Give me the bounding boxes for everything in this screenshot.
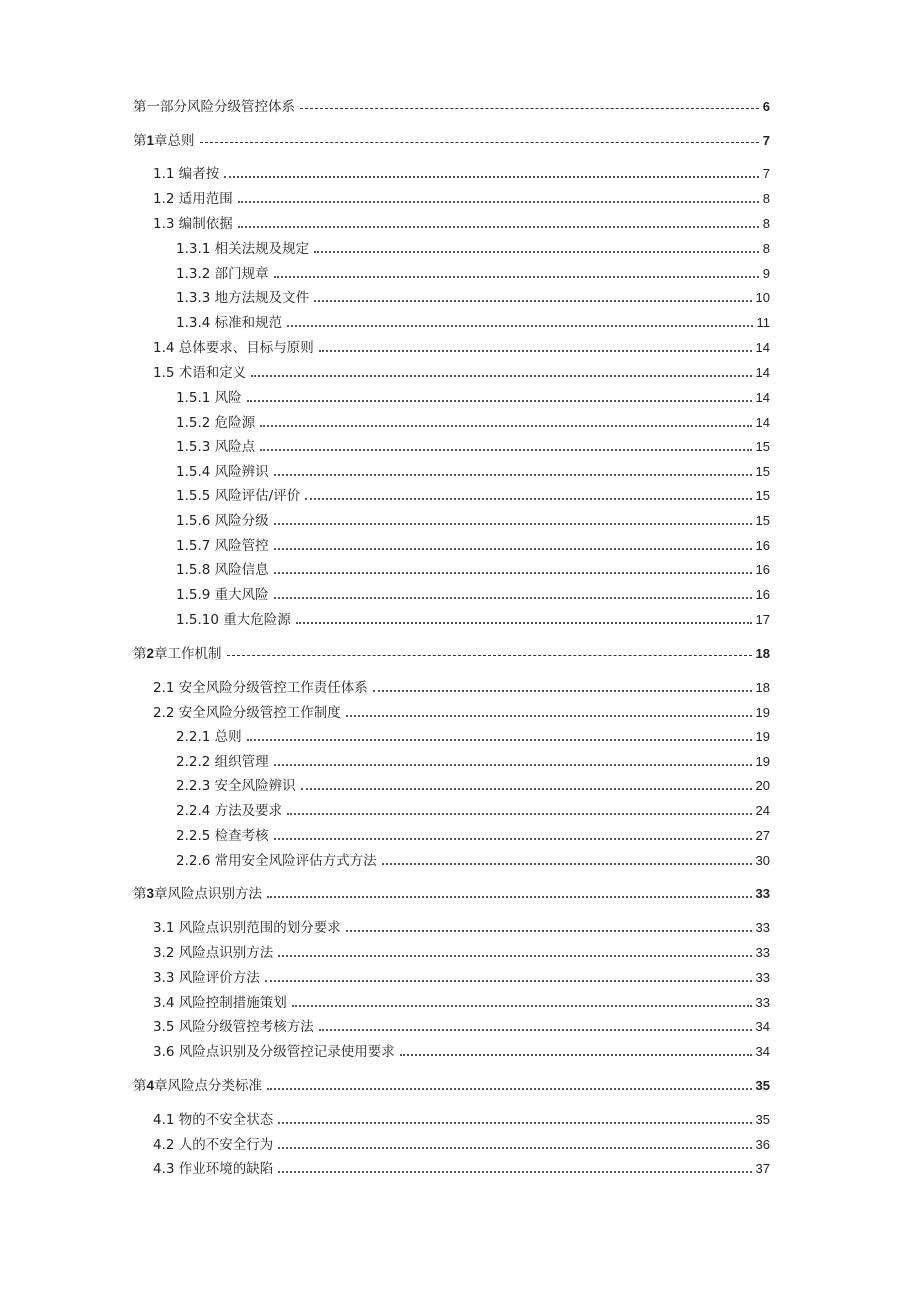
toc-entry-title: 1.5.2 危险源 bbox=[176, 415, 256, 431]
toc-entry-title: 1.3 编制依据 bbox=[153, 216, 233, 232]
toc-leader bbox=[260, 425, 751, 427]
toc-leader bbox=[200, 142, 759, 143]
toc-entry[interactable] bbox=[176, 560, 770, 580]
toc-entry[interactable] bbox=[176, 462, 770, 482]
toc-entry-title: 2.2.4 方法及要求 bbox=[176, 803, 283, 819]
toc-entry-title: 1.4 总体要求、目标与原则 bbox=[153, 340, 314, 356]
toc-page-number: 34 bbox=[755, 1019, 770, 1034]
toc-leader bbox=[274, 474, 752, 476]
toc-entry-title: 1.5.1 风险 bbox=[176, 390, 242, 406]
toc-entry-title: 第3章风险点识别方法 bbox=[133, 886, 263, 902]
toc-leader bbox=[292, 1005, 752, 1007]
toc-entry[interactable] bbox=[176, 801, 770, 821]
toc-page-number: 19 bbox=[755, 705, 770, 720]
toc-entry-title: 1.3.1 相关法规及规定 bbox=[176, 241, 310, 257]
toc-leader bbox=[267, 1088, 752, 1090]
toc-leader bbox=[247, 400, 752, 402]
toc-entry-title: 1.5.4 风险辨识 bbox=[176, 464, 269, 480]
toc-leader bbox=[301, 788, 752, 790]
toc-entry-title: 1.3.3 地方法规及文件 bbox=[176, 290, 310, 306]
toc-entry[interactable] bbox=[153, 943, 770, 963]
toc-page-number: 7 bbox=[762, 133, 770, 148]
toc-leader bbox=[319, 1029, 752, 1031]
toc-entry-title: 3.2 风险点识别方法 bbox=[153, 945, 274, 961]
toc-entry-title: 2.2.6 常用安全风险评估方式方法 bbox=[176, 853, 377, 869]
toc-page-number: 19 bbox=[755, 729, 770, 744]
toc-leader bbox=[274, 597, 752, 599]
toc-page-number: 8 bbox=[762, 191, 770, 206]
toc-entry-title: 4.3 作业环境的缺陷 bbox=[153, 1161, 274, 1177]
toc-page-number: 33 bbox=[755, 995, 770, 1010]
toc-entry[interactable] bbox=[176, 413, 770, 433]
toc-page-number: 37 bbox=[755, 1161, 770, 1176]
toc-page-number: 33 bbox=[755, 886, 770, 901]
toc-leader bbox=[287, 813, 751, 815]
toc-entry[interactable] bbox=[176, 610, 770, 630]
toc-entry-title: 3.6 风险点识别及分级管控记录使用要求 bbox=[153, 1044, 395, 1060]
toc-entry-title: 1.5.3 风险点 bbox=[176, 439, 256, 455]
toc-entry[interactable] bbox=[153, 189, 770, 209]
toc-entry-title: 2.1 安全风险分级管控工作责任体系 bbox=[153, 680, 368, 696]
toc-entry-title: 第一部分风险分级管控体系 bbox=[133, 99, 295, 115]
toc-leader bbox=[278, 1147, 751, 1149]
toc-page-number: 33 bbox=[755, 945, 770, 960]
toc-page-number: 10 bbox=[755, 290, 770, 305]
toc-page-number: 30 bbox=[755, 853, 770, 868]
toc-entry[interactable] bbox=[153, 164, 770, 184]
toc-entry-title: 1.5.8 风险信息 bbox=[176, 562, 269, 578]
toc-entry[interactable] bbox=[133, 1076, 770, 1096]
toc-page-number: 17 bbox=[755, 612, 770, 627]
toc-entry[interactable] bbox=[153, 1159, 770, 1179]
toc-page-number: 20 bbox=[755, 778, 770, 793]
toc-entry-title: 4.1 物的不安全状态 bbox=[153, 1112, 274, 1128]
toc-leader bbox=[278, 1122, 751, 1124]
toc-entry-title: 1.5.9 重大风险 bbox=[176, 587, 269, 603]
toc-entry-title: 3.4 风险控制措施策划 bbox=[153, 995, 287, 1011]
toc-page-number: 33 bbox=[755, 970, 770, 985]
toc-leader bbox=[296, 622, 752, 624]
toc-entry[interactable] bbox=[153, 338, 770, 358]
toc-leader bbox=[224, 176, 759, 178]
toc-leader bbox=[274, 276, 759, 278]
toc-entry[interactable] bbox=[153, 703, 770, 723]
toc-leader bbox=[278, 1171, 751, 1173]
toc-entry[interactable] bbox=[153, 1135, 770, 1155]
toc-page-number: 14 bbox=[755, 415, 770, 430]
toc-entry[interactable] bbox=[176, 288, 770, 308]
toc-leader bbox=[274, 838, 752, 840]
toc-leader bbox=[346, 930, 752, 932]
toc-entry-title: 1.5.10 重大危险源 bbox=[176, 612, 291, 628]
toc-page-number: 6 bbox=[762, 99, 770, 114]
toc-entry[interactable] bbox=[176, 752, 770, 772]
toc-entry[interactable] bbox=[153, 1017, 770, 1037]
toc-page-number: 15 bbox=[755, 439, 770, 454]
toc-entry[interactable] bbox=[176, 388, 770, 408]
toc-leader bbox=[314, 300, 751, 302]
toc-entry[interactable] bbox=[153, 363, 770, 383]
toc-page-number: 7 bbox=[762, 166, 770, 181]
toc-page-number: 35 bbox=[755, 1112, 770, 1127]
toc-entry-title: 4.2 人的不安全行为 bbox=[153, 1137, 274, 1153]
toc-leader bbox=[373, 690, 752, 692]
toc-page-number: 16 bbox=[755, 587, 770, 602]
toc-leader bbox=[251, 375, 751, 377]
toc-entry[interactable] bbox=[176, 851, 770, 871]
toc-entry-title: 1.5.6 风险分级 bbox=[176, 513, 269, 529]
toc-leader bbox=[278, 955, 751, 957]
toc-leader bbox=[260, 449, 751, 451]
toc-page-number: 14 bbox=[755, 390, 770, 405]
toc-entry[interactable] bbox=[176, 727, 770, 747]
toc-page-number: 14 bbox=[755, 340, 770, 355]
toc-page-number: 34 bbox=[755, 1044, 770, 1059]
toc-entry-title: 2.2.5 检查考核 bbox=[176, 828, 269, 844]
toc-entry-title: 1.5.7 风险管控 bbox=[176, 538, 269, 554]
toc-entry[interactable] bbox=[153, 918, 770, 938]
toc-leader bbox=[382, 863, 752, 865]
toc-entry[interactable] bbox=[176, 437, 770, 457]
toc-entry[interactable] bbox=[153, 993, 770, 1013]
toc-leader bbox=[274, 523, 752, 525]
toc-entry[interactable] bbox=[176, 486, 770, 506]
toc-page-number: 14 bbox=[755, 365, 770, 380]
toc-leader bbox=[274, 548, 752, 550]
toc-leader bbox=[346, 715, 752, 717]
toc-leader bbox=[267, 896, 752, 898]
toc-entry-title: 第4章风险点分类标准 bbox=[133, 1078, 263, 1094]
toc-entry-title: 2.2.1 总则 bbox=[176, 729, 242, 745]
toc-page-number: 15 bbox=[755, 513, 770, 528]
toc-entry[interactable] bbox=[176, 536, 770, 556]
toc-page-number: 8 bbox=[762, 241, 770, 256]
toc-leader bbox=[300, 108, 759, 109]
toc-entry[interactable] bbox=[153, 214, 770, 234]
toc-leader bbox=[400, 1054, 752, 1056]
toc-entry-title: 2.2.3 安全风险辨识 bbox=[176, 778, 296, 794]
toc-entry[interactable] bbox=[133, 644, 770, 664]
toc-page-number: 19 bbox=[755, 754, 770, 769]
toc-entry[interactable] bbox=[153, 1042, 770, 1062]
toc-page-number: 11 bbox=[756, 315, 770, 330]
toc-leader bbox=[238, 201, 759, 203]
toc-entry[interactable] bbox=[176, 313, 770, 333]
toc-page-number: 35 bbox=[755, 1078, 770, 1093]
toc-entry-title: 3.1 风险点识别范围的划分要求 bbox=[153, 920, 341, 936]
toc-entry[interactable] bbox=[176, 826, 770, 846]
toc-entry-title: 1.5.5 风险评估/评价 bbox=[176, 488, 301, 504]
toc-entry[interactable] bbox=[176, 264, 770, 284]
toc-leader bbox=[274, 572, 752, 574]
toc-leader bbox=[227, 655, 752, 656]
toc-entry-title: 3.5 风险分级管控考核方法 bbox=[153, 1019, 314, 1035]
toc-entry-title: 1.2 适用范围 bbox=[153, 191, 233, 207]
toc-page-number: 36 bbox=[755, 1137, 770, 1152]
toc-entry[interactable] bbox=[133, 97, 770, 117]
toc-entry[interactable] bbox=[176, 585, 770, 605]
toc-leader bbox=[287, 325, 752, 327]
toc-entry-title: 1.3.4 标准和规范 bbox=[176, 315, 283, 331]
toc-leader bbox=[265, 980, 752, 982]
toc-leader bbox=[238, 226, 759, 228]
toc-entry-title: 1.1 编者按 bbox=[153, 166, 220, 182]
toc-entry-title: 2.2 安全风险分级管控工作制度 bbox=[153, 705, 341, 721]
toc-page-number: 8 bbox=[762, 216, 770, 231]
toc-leader bbox=[247, 739, 752, 741]
toc-entry-title: 第2章工作机制 bbox=[133, 646, 222, 662]
toc-page-number: 16 bbox=[755, 562, 770, 577]
toc-entry[interactable] bbox=[133, 131, 770, 151]
toc-page-number: 16 bbox=[755, 538, 770, 553]
toc-entry[interactable] bbox=[133, 884, 770, 904]
toc-entry-title: 3.3 风险评价方法 bbox=[153, 970, 260, 986]
toc-entry[interactable] bbox=[176, 239, 770, 259]
toc-leader bbox=[305, 498, 751, 500]
toc-page-number: 18 bbox=[755, 680, 770, 695]
toc-leader bbox=[319, 350, 752, 352]
toc-page-number: 9 bbox=[762, 266, 770, 281]
toc-entry[interactable] bbox=[153, 1110, 770, 1130]
toc-entry-title: 1.5 术语和定义 bbox=[153, 365, 247, 381]
toc-entry-title: 第1章总则 bbox=[133, 133, 195, 149]
toc-page-number: 33 bbox=[755, 920, 770, 935]
toc-entry[interactable] bbox=[176, 776, 770, 796]
toc-entry-title: 1.3.2 部门规章 bbox=[176, 266, 269, 282]
toc-page-number: 27 bbox=[755, 828, 770, 843]
toc-page-number: 24 bbox=[755, 803, 770, 818]
toc-entry-title: 2.2.2 组织管理 bbox=[176, 754, 269, 770]
toc-entry[interactable] bbox=[176, 511, 770, 531]
toc-page-number: 15 bbox=[755, 464, 770, 479]
toc-leader bbox=[274, 764, 752, 766]
toc-page-number: 15 bbox=[755, 488, 770, 503]
toc-entry[interactable] bbox=[153, 968, 770, 988]
toc-leader bbox=[314, 251, 759, 253]
toc-entry[interactable] bbox=[153, 678, 770, 698]
toc-page-number: 18 bbox=[755, 646, 770, 661]
